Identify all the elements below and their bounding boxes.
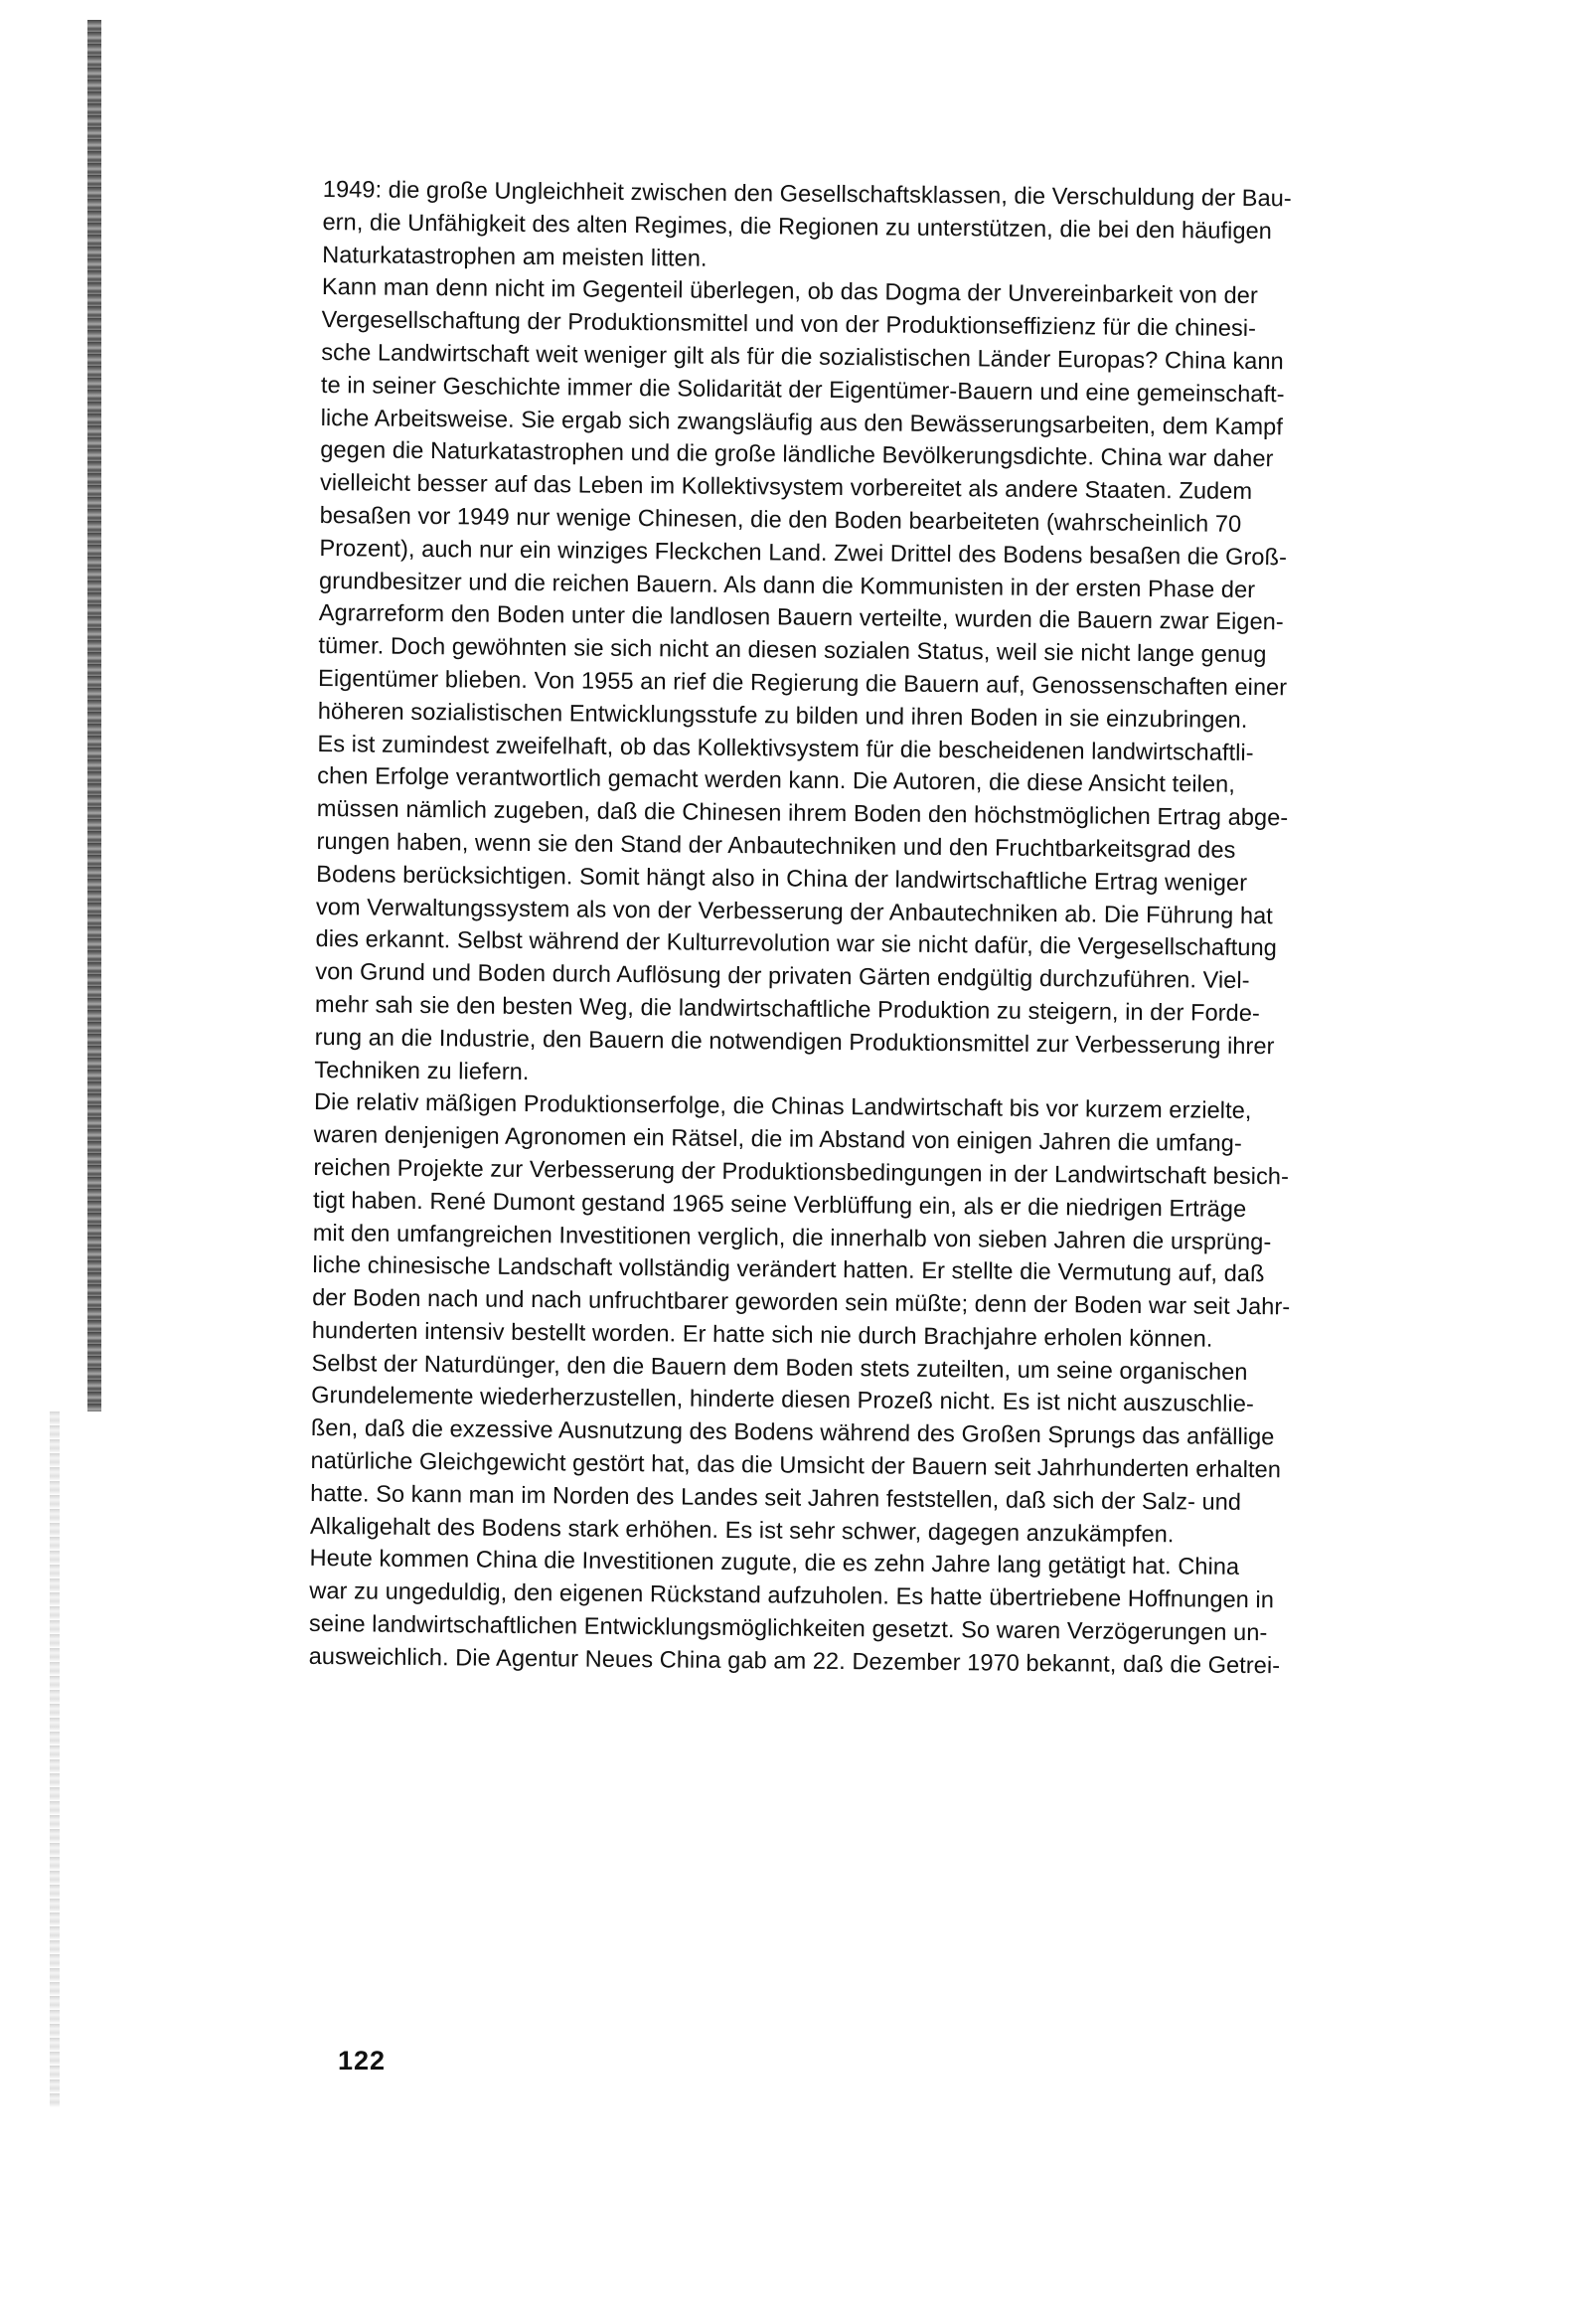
text-line: chen Erfolge verantwortlich gemacht werden kann. Die Autoren, die diese Ansicht teilen, xyxy=(317,763,1235,799)
text-line: dies erkannt. Selbst während der Kulturrevolution war sie nicht dafür, die Vergesellschaftung xyxy=(315,926,1277,962)
text-line: tigt haben. René Dumont gestand 1965 seine Verblüffung ein, als er die niedrigen Erträge xyxy=(312,1187,1247,1223)
text-line: Alkaligehalt des Bodens stark erhöhen. Es ist sehr schwer, dagegen anzukämpfen. xyxy=(309,1513,1175,1548)
text-line: Kann man denn nicht im Gegenteil überlegen, ob das Dogma der Unvereinbarkeit von der xyxy=(321,274,1258,310)
text-line: Die relativ mäßigen Produktionserfolge, die Chinas Landwirtschaft bis vor kurzem erzielte, xyxy=(313,1089,1252,1125)
scan-edge-faint-artifact xyxy=(50,1411,60,2107)
text-line: müssen nämlich zugeben, daß die Chinesen ihrem Boden den höchstmöglichen Ertrag abge- xyxy=(316,796,1289,832)
text-line: grundbesitzer und die reichen Bauern. Als dann die Kommunisten in der ersten Phase der xyxy=(318,568,1256,603)
text-line: rungen haben, wenn sie den Stand der Anbautechniken und den Fruchtbarkeitsgrad des xyxy=(316,828,1236,864)
text-line: Techniken zu liefern. xyxy=(314,1057,530,1085)
text-line: ausweichlich. Die Agentur Neues China gab am 22. Dezember 1970 bekannt, daß die Getrei- xyxy=(308,1643,1281,1680)
text-line: sche Landwirtschaft weit weniger gilt als für die sozialistischen Länder Europas? China kann xyxy=(321,339,1284,376)
text-line: Prozent), auch nur ein winziges Fleckchen Land. Zwei Drittel des Bodens besaßen die Groß- xyxy=(319,535,1288,572)
text-line: seine landwirtschaftlichen Entwicklungsmöglichkeiten gesetzt. So waren Verzögerungen un- xyxy=(308,1610,1268,1647)
text-line: liche Arbeitsweise. Sie ergab sich zwangsläufig aus den Bewässerungsarbeiten, dem Kampf xyxy=(320,405,1284,440)
text-line: Naturkatastrophen am meisten litten. xyxy=(322,242,708,272)
text-line: Selbst der Naturdünger, den die Bauern dem Boden stets zuteilten, um seine organischen xyxy=(311,1350,1248,1386)
text-line: vielleicht besser auf das Leben im Kollektivsystem vorbereitet als andere Staaten. Zudem xyxy=(319,470,1253,506)
text-line: Grundelemente wiederherzustellen, hinderte diesen Prozeß nicht. Es ist nicht auszuschlie- xyxy=(311,1383,1254,1418)
text-line: tümer. Doch gewöhnten sie sich nicht an diesen sozialen Status, weil sie nicht lange genug xyxy=(318,633,1267,669)
text-line: besaßen vor 1949 nur wenige Chinesen, die den Boden bearbeiteten (wahrscheinlich 70 xyxy=(319,502,1242,538)
text-line: Agrarreform den Boden unter die landlosen Bauern verteilte, wurden die Bauern zwar Eigen- xyxy=(318,600,1284,636)
text-line: rung an die Industrie, den Bauern die notwendigen Produktionsmittel zur Verbesserung ihrer xyxy=(314,1024,1275,1060)
text-line: Eigentümer blieben. Von 1955 an rief die Regierung die Bauern auf, Genossenschaften einer xyxy=(317,665,1288,702)
text-line: hunderten intensiv bestellt worden. Er hatte sich nie durch Brachjahre erholen können. xyxy=(311,1317,1213,1353)
scan-edge-artifact xyxy=(87,20,101,1411)
text-line: 1949: die große Ungleichheit zwischen den Gesellschaftsklassen, die Verschuldung der Bau- xyxy=(322,176,1292,213)
paragraph xyxy=(318,271,1554,740)
text-line: von Grund und Boden durch Auflösung der privaten Gärten endgültig durchzuführen. Viel- xyxy=(315,959,1250,995)
text-line: gegen die Naturkatastrophen und die große ländliche Bevölkerungsdichte. China war daher xyxy=(320,437,1274,473)
text-line: Vergesellschaftung der Produktionsmittel und von der Produktionseffizienz für die chinesi- xyxy=(321,307,1257,343)
paragraph xyxy=(310,1086,1546,1555)
text-line: Heute kommen China die Investitionen zugute, die es zehn Jahre lang getätigt hat. China xyxy=(309,1546,1240,1581)
text-line: höheren sozialistischen Entwicklungsstufe zu bilden und ihren Boden in sie einzubringen. xyxy=(317,698,1248,734)
text-line: Es ist zumindest zweifelhaft, ob das Kollektivsystem für die bescheidenen landwirtschaftli- xyxy=(317,731,1254,766)
text-line: natürliche Gleichgewicht gestört hat, das die Umsicht der Bauern seit Jahrhunderten erhalten xyxy=(310,1448,1282,1484)
paragraph xyxy=(322,174,1555,283)
text-line: Bodens berücksichtigen. Somit hängt also in China der landwirtschaftliche Ertrag weniger xyxy=(316,861,1248,897)
text-line: ßen, daß die exzessive Ausnutzung des Bodens während des Großen Sprungs das anfällige xyxy=(310,1415,1275,1451)
text-line: mehr sah sie den besten Weg, die landwirtschaftliche Produktion zu steigern, in der Forde- xyxy=(314,991,1260,1028)
text-line: liche chinesische Landschaft vollständig verändert hatten. Er stellte die Vermutung auf, daß xyxy=(312,1252,1265,1288)
text-line: te in seiner Geschichte immer die Solidarität der Eigentümer-Bauern und eine gemeinschaft- xyxy=(320,372,1285,409)
text-line: der Boden nach und nach unfruchtbarer geworden sein müßte; denn der Boden war seit Jahr- xyxy=(312,1285,1291,1321)
text-line: war zu ungeduldig, den eigenen Rückstand aufzuholen. Es hatte übertriebene Hoffnungen in xyxy=(309,1578,1275,1614)
text-line: waren denjenigen Agronomen ein Rätsel, die im Abstand von einigen Jahren die umfang- xyxy=(313,1122,1242,1158)
page-body xyxy=(309,174,1555,1685)
paragraph xyxy=(314,729,1549,1099)
text-line: vom Verwaltungssystem als von der Verbesserung der Anbautechniken ab. Die Führung hat xyxy=(315,894,1273,929)
text-line: mit den umfangreichen Investitionen verglich, die innerhalb von sieben Jahren die ursprüng- xyxy=(312,1220,1272,1255)
text-line: hatte. So kann man im Norden des Landes seit Jahren feststellen, daß sich der Salz- und xyxy=(310,1480,1242,1516)
paragraph xyxy=(309,1543,1542,1685)
text-line: reichen Projekte zur Verbesserung der Produktionsbedingungen in der Landwirtschaft besich- xyxy=(313,1154,1290,1191)
page-number: 122 xyxy=(338,2046,387,2075)
text-line: ern, die Unfähigkeit des alten Regimes, die Regionen zu unterstützen, die bei den häufigen xyxy=(322,209,1273,245)
